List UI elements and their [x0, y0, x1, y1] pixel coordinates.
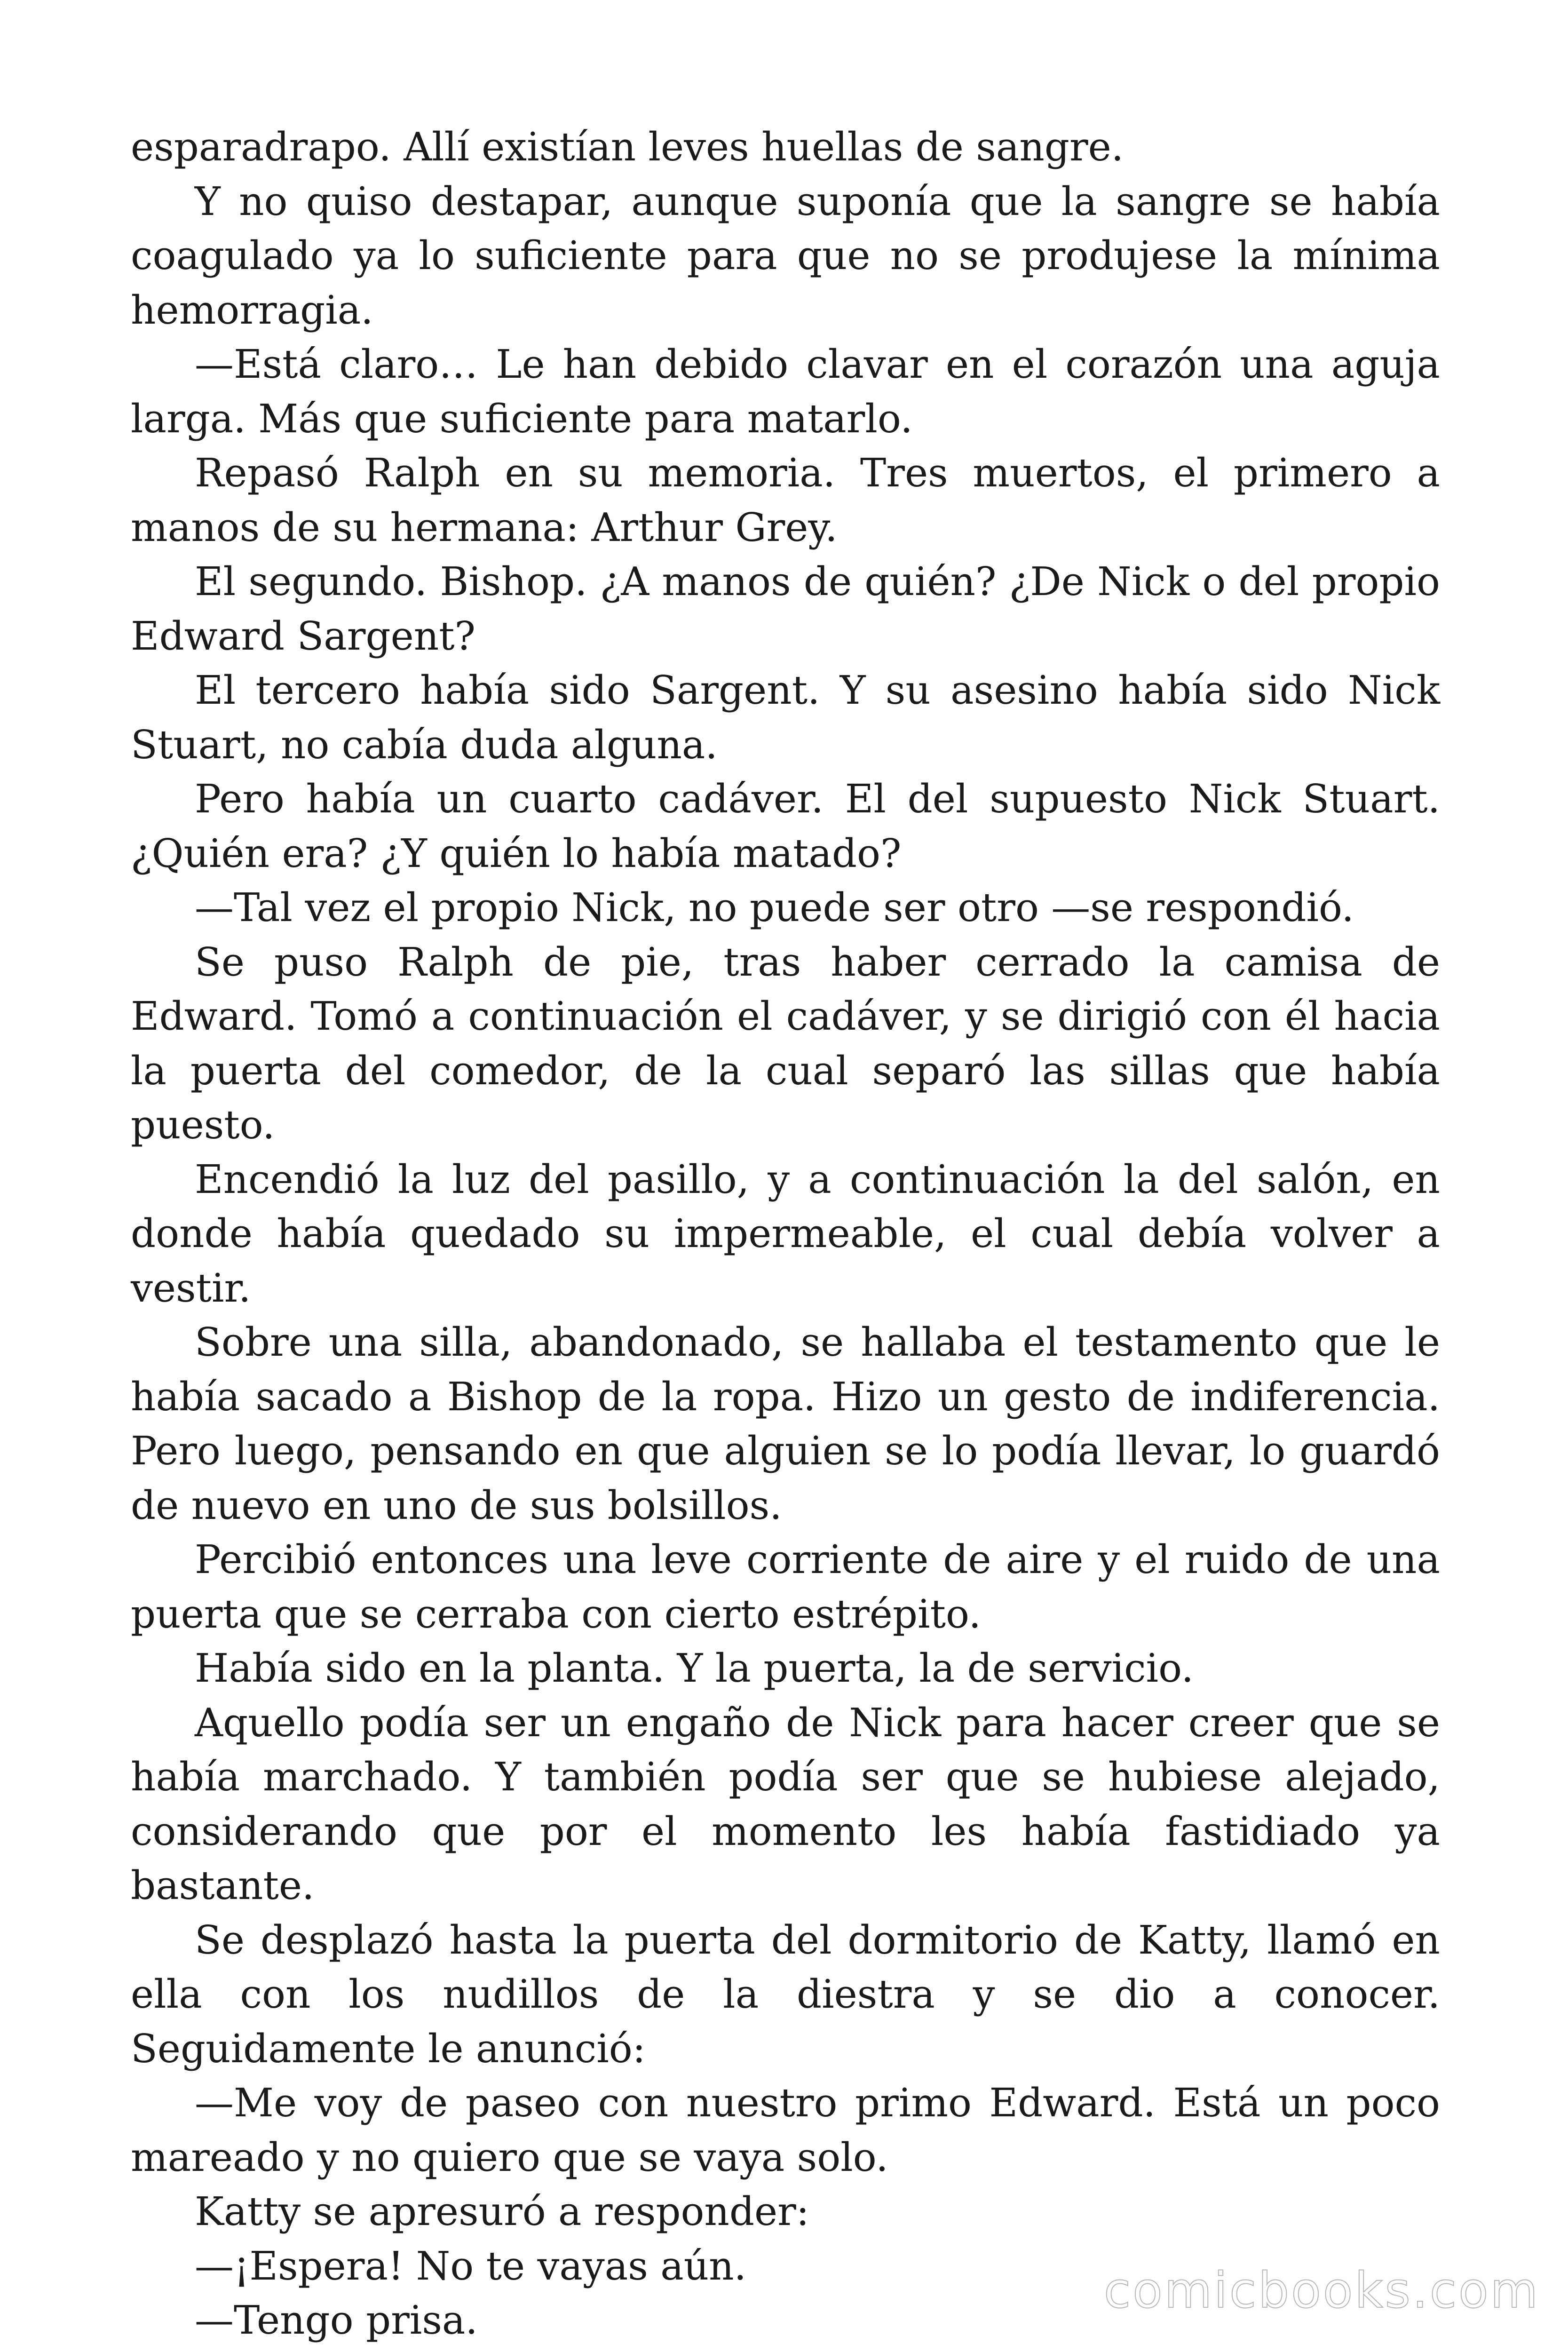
paragraph: Había sido en la planta. Y la puerta, la de servicio. [195, 1645, 1194, 1691]
paragraph: Repasó Ralph en su memoria. Tres muertos, el primero a manos de su hermana: Arthur Grey. [131, 450, 1440, 550]
paragraph: —¡Espera! No te vayas aún. [195, 2243, 747, 2289]
paragraph: esparadrapo. Allí existían leves huellas de sangre. [131, 124, 1124, 170]
paragraph: Katty se apresuró a responder: [195, 2189, 809, 2234]
paragraph: El segundo. Bishop. ¿A manos de quién? ¿De Nick o del propio Edward Sargent? [131, 559, 1440, 659]
paragraph: El tercero había sido Sargent. Y su asesino había sido Nick Stuart, no cabía duda alguna. [131, 667, 1440, 768]
paragraph: —Tal vez el propio Nick, no puede ser otro —se respondió. [195, 885, 1354, 930]
paragraph: —Tengo prisa. [195, 2297, 478, 2343]
book-page-text [131, 120, 1440, 2348]
watermark: comicbooks.com [1103, 2262, 1540, 2319]
paragraph: Pero había un cuarto cadáver. El del supuesto Nick Stuart. ¿Quién era? ¿Y quién lo había matado? [131, 776, 1440, 876]
paragraph: Sobre una silla, abandonado, se hallaba el testamento que le había sacado a Bishop de la ropa. Hizo un gesto de indiferencia. Pero luego, pensando en que alguien se lo podía llevar, lo guardó de nuevo en uno de sus bolsillos. [131, 1319, 1440, 1528]
paragraph: Encendió la luz del pasillo, y a continuación la del salón, en donde había quedado su impermeable, el cual debía volver a vestir. [131, 1156, 1440, 1311]
paragraph: —Está claro… Le han debido clavar en el corazón una aguja larga. Más que suficiente para matarlo. [131, 342, 1440, 442]
paragraph: Y no quiso destapar, aunque suponía que la sangre se había coagulado ya lo suficiente para que no se produjese la mínima hemorragia. [131, 178, 1440, 333]
paragraph: Se puso Ralph de pie, tras haber cerrado la camisa de Edward. Tomó a continuación el cadáver, y se dirigió con él hacia la puerta del comedor, de la cual separó las sillas que había puesto. [131, 939, 1440, 1148]
paragraph: —Me voy de paseo con nuestro primo Edward. Está un poco mareado y no quiero que se vaya solo. [131, 2080, 1440, 2180]
paragraph: Percibió entonces una leve corriente de aire y el ruido de una puerta que se cerraba con cierto estrépito. [131, 1537, 1440, 1637]
paragraph: Aquello podía ser un engaño de Nick para hacer creer que se había marchado. Y también podía ser que se hubiese alejado, considerando que por el momento les había fastidiado ya bastante. [131, 1700, 1440, 1908]
paragraph: Se desplazó hasta la puerta del dormitorio de Katty, llamó en ella con los nudillos de la diestra y se dio a conocer. Seguidamente le anunció: [131, 1917, 1440, 2072]
